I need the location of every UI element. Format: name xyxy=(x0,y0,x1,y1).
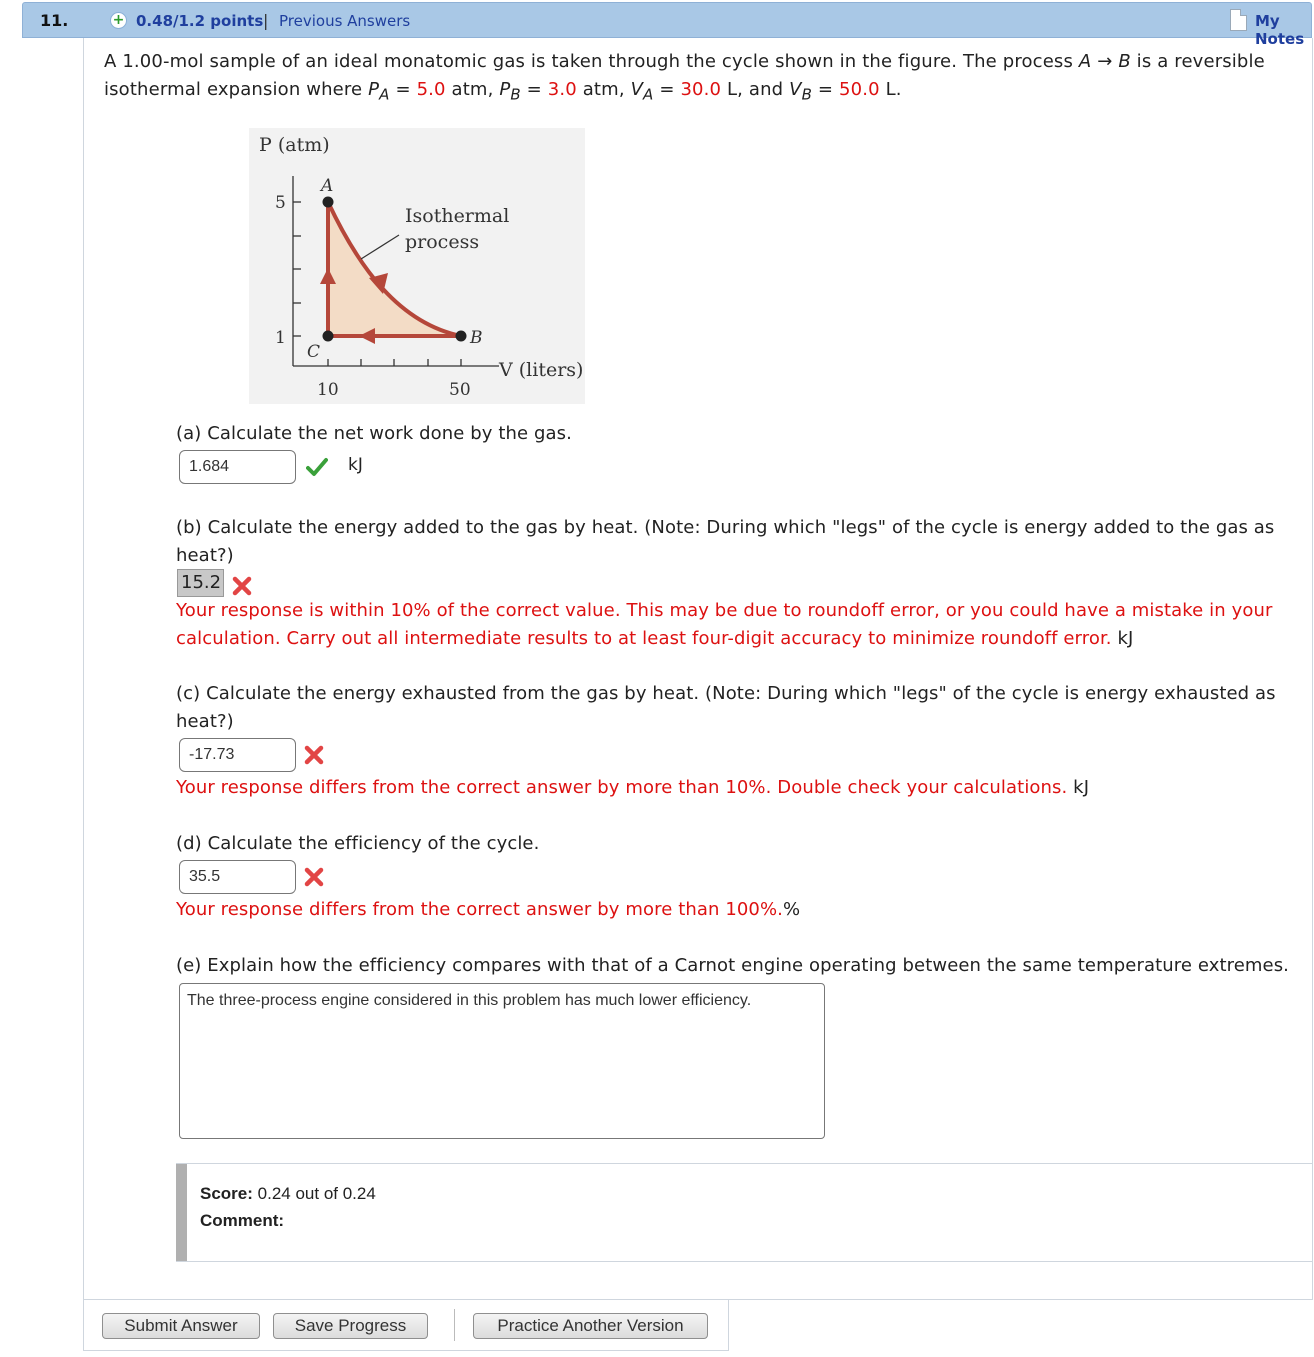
pa-value: 5.0 xyxy=(416,79,446,100)
vb-label: V xyxy=(789,79,802,100)
point-c-label: C xyxy=(307,342,321,362)
previous-answers-link[interactable]: Previous Answers xyxy=(279,12,411,30)
part-d-answer-input[interactable]: 35.5 xyxy=(179,860,296,894)
part-e-answer-textarea[interactable]: The three-process engine considered in this problem has much lower efficiency. xyxy=(179,983,825,1139)
x-tick-10: 10 xyxy=(317,380,339,400)
practice-another-version-button[interactable]: Practice Another Version xyxy=(473,1313,708,1339)
vb-sub: B xyxy=(801,85,813,104)
question-prompt xyxy=(104,48,1294,109)
x-tick-50: 50 xyxy=(449,380,471,400)
va-eq: = xyxy=(653,79,681,100)
pb-eq: = xyxy=(520,79,548,100)
part-c-answer-input[interactable]: -17.73 xyxy=(179,738,296,772)
y-axis-label: P (atm) xyxy=(259,134,330,156)
pa-eq: = xyxy=(389,79,417,100)
va-sub: A xyxy=(643,85,654,104)
point-c xyxy=(323,331,334,342)
vb-value: 50.0 xyxy=(839,79,880,100)
check-icon xyxy=(306,457,328,477)
vb-eq: = xyxy=(812,79,840,100)
button-separator xyxy=(454,1309,455,1341)
my-notes-link[interactable]: My Notes xyxy=(1255,12,1305,48)
comment-label: Comment: xyxy=(200,1211,285,1230)
part-d-question: (d) Calculate the efficiency of the cycle. xyxy=(176,833,540,854)
score-box xyxy=(176,1163,1312,1262)
part-a-question: (a) Calculate the net work done by the gas. xyxy=(176,423,572,444)
process-arrow: → xyxy=(1091,51,1119,72)
score-label: Score: xyxy=(200,1184,253,1203)
y-tick-1: 1 xyxy=(275,328,286,348)
score-value: 0.24 out of 0.24 xyxy=(257,1184,376,1203)
part-a-unit: kJ xyxy=(348,455,363,475)
save-progress-button[interactable]: Save Progress xyxy=(273,1313,428,1339)
part-c-question: (c) Calculate the energy exhausted from the gas by heat. (Note: During which "legs" of the cycle is energy exhausted as heat?) xyxy=(176,683,1276,732)
pv-diagram xyxy=(249,128,585,404)
point-a-label: A xyxy=(321,176,334,196)
prompt-text-2: is a reversible isothermal expansion where xyxy=(104,51,1265,100)
part-b-question: (b) Calculate the energy added to the gas by heat. (Note: During which "legs" of the cycle is energy added to the gas as heat?) xyxy=(176,517,1275,566)
score-line xyxy=(200,1184,376,1204)
score-bar xyxy=(176,1164,187,1261)
pb-unit: atm, xyxy=(576,79,631,100)
part-e-question: (e) Explain how the efficiency compares with that of a Carnot engine operating between the same temperature extremes. xyxy=(176,955,1289,976)
pb-sub: B xyxy=(510,85,521,104)
part-b-feedback-text: Your response is within 10% of the correct value. This may be due to roundoff error, or you could have a mistake in your calculation. Carry out all intermediate results to at least four-digit accuracy to minimize roundoff error. xyxy=(176,600,1273,649)
plus-icon[interactable]: + xyxy=(110,12,127,29)
point-b xyxy=(456,331,467,342)
part-a-answer-input[interactable]: 1.684 xyxy=(179,450,296,484)
pb-value: 3.0 xyxy=(547,79,577,100)
part-b-unit: kJ xyxy=(1117,628,1134,649)
pa-unit: atm, xyxy=(445,79,500,100)
vb-unit: L. xyxy=(879,79,902,100)
part-d-unit: % xyxy=(783,899,801,920)
point-a xyxy=(323,197,334,208)
annotation-line1: Isothermal xyxy=(405,205,510,227)
process-from: A xyxy=(1078,51,1092,72)
prompt-text: A 1.00-mol sample of an ideal monatomic gas is taken through the cycle shown in the figure. The process xyxy=(104,51,1079,72)
part-c-unit: kJ xyxy=(1073,777,1090,798)
header-separator: | xyxy=(263,11,269,30)
part-c-feedback xyxy=(176,774,1286,802)
pa-label: P xyxy=(368,79,380,100)
x-icon xyxy=(232,576,252,596)
x-icon xyxy=(304,745,324,765)
part-c-feedback-text: Your response differs from the correct answer by more than 10%. Double check your calculations. xyxy=(176,777,1068,798)
va-label: V xyxy=(630,79,644,100)
points-link[interactable]: 0.48/1.2 points xyxy=(136,12,264,30)
x-axis-label: V (liters) xyxy=(499,359,584,381)
annotation-line2: process xyxy=(405,231,480,253)
pa-sub: A xyxy=(379,85,390,104)
question-number: 11. xyxy=(40,11,69,30)
x-icon xyxy=(304,867,324,887)
process-to: B xyxy=(1118,51,1131,72)
submit-answer-button[interactable]: Submit Answer xyxy=(102,1313,260,1339)
notes-icon[interactable] xyxy=(1230,9,1247,31)
pb-label: P xyxy=(499,79,511,100)
part-b-answer: 15.2 xyxy=(177,569,224,597)
point-b-label: B xyxy=(470,328,483,348)
part-d-feedback-text: Your response differs from the correct answer by more than 100%. xyxy=(176,899,784,920)
y-tick-5: 5 xyxy=(275,193,286,213)
part-b-feedback xyxy=(176,597,1286,653)
part-d-feedback xyxy=(176,896,1286,924)
va-value: 30.0 xyxy=(680,79,722,100)
va-unit: L, and xyxy=(721,79,790,100)
question-header xyxy=(22,2,1312,48)
